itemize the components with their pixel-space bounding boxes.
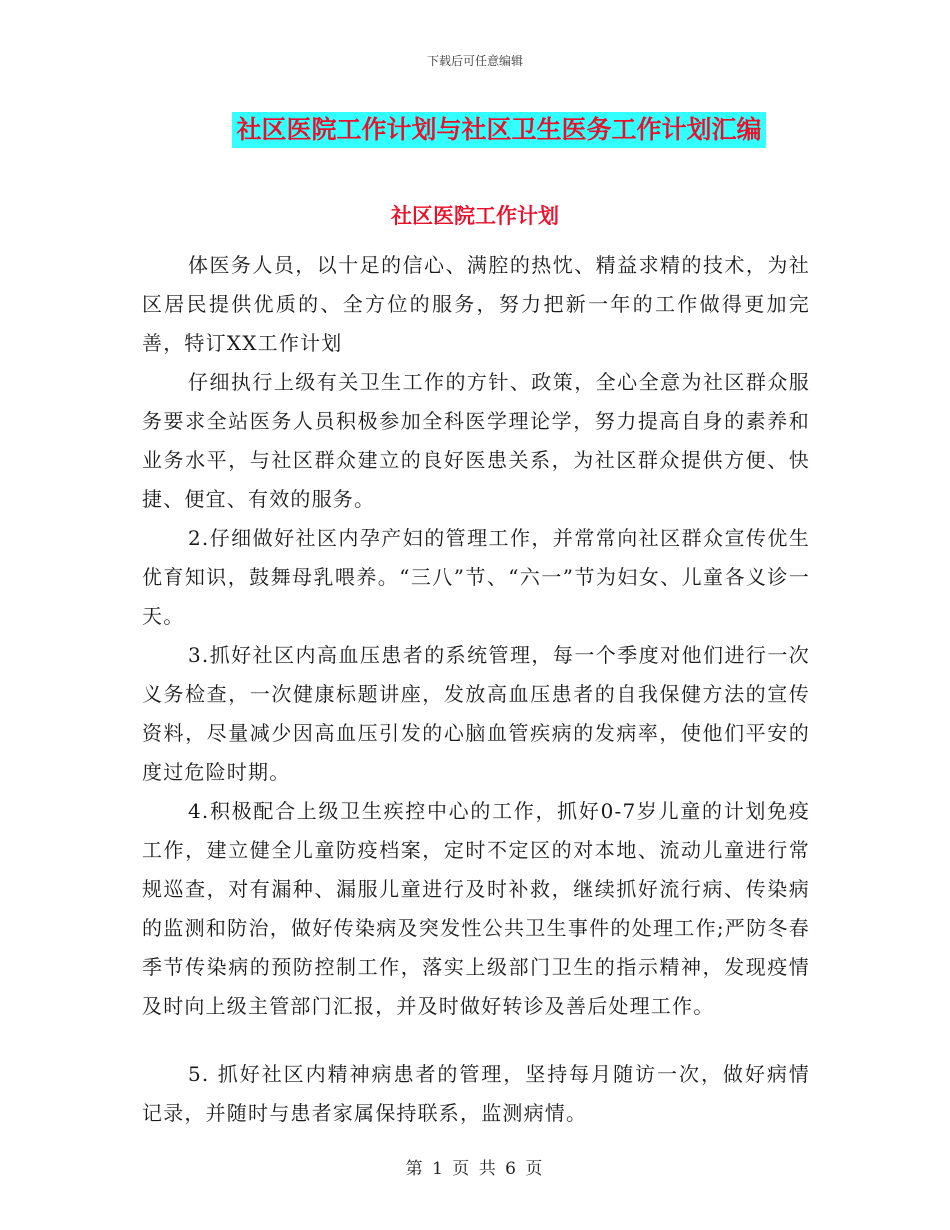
paragraph-item-2: 2.仔细做好社区内孕产妇的管理工作，并常常向社区群众宣传优生优育知识，鼓舞母乳喂养。“三八”节、“六一”节为妇女、儿童各义诊一天。 [142,526,810,628]
paragraph-item-4: 4.积极配合上级卫生疾控中心的工作，抓好0-7岁儿童的计划免疫工作，建立健全儿童防疫档案，定时不定区的对本地、流动儿童进行常规巡查，对有漏种、漏服儿童进行及时补救，继续抓好流行病、传染病的监测和防治，做好传染病及突发性公共卫生事件的处理工作;严防冬春季节传染病的预防控制工作，落实上级部门卫生的指示精神，发现疫情及时向上级主管部门汇报，并及时做好转诊及善后处理工作。 [142,799,810,1018]
document-title-container [0,112,950,148]
paragraph-intro: 体医务人员，以十足的信心、满腔的热忱、精益求精的技术，为社区居民提供优质的、全方位的服务，努力把新一年的工作做得更加完善，特订XX工作计划 [142,253,810,355]
section-title: 社区医院工作计划 [391,204,559,228]
paragraph-item-3: 3.抓好社区内高血压患者的系统管理，每一个季度对他们进行一次义务检查，一次健康标题讲座，发放高血压患者的自我保健方法的宣传资料，尽量减少因高血压引发的心脑血管疾病的发病率，使他们平安的度过危险时期。 [142,643,810,784]
paragraph-policy: 仔细执行上级有关卫生工作的方针、政策，全心全意为社区群众服务要求全站医务人员积极参加全科医学理论学，努力提高自身的素养和业务水平，与社区群众建立的良好医患关系，为社区群众提供方便、快捷、便宜、有效的服务。 [142,370,810,511]
paragraph-item-5: 5. 抓好社区内精神病患者的管理，坚持每月随访一次，做好病情记录，并随时与患者家属保持联系，监测病情。 [142,1062,810,1125]
document-body [142,246,810,1133]
document-title: 社区医院工作计划与社区卫生医务工作计划汇编 [232,112,765,148]
page-header-note: 下载后可任意编辑 [426,54,523,68]
page-number: 第 1 页 共 6 页 [405,1159,545,1179]
